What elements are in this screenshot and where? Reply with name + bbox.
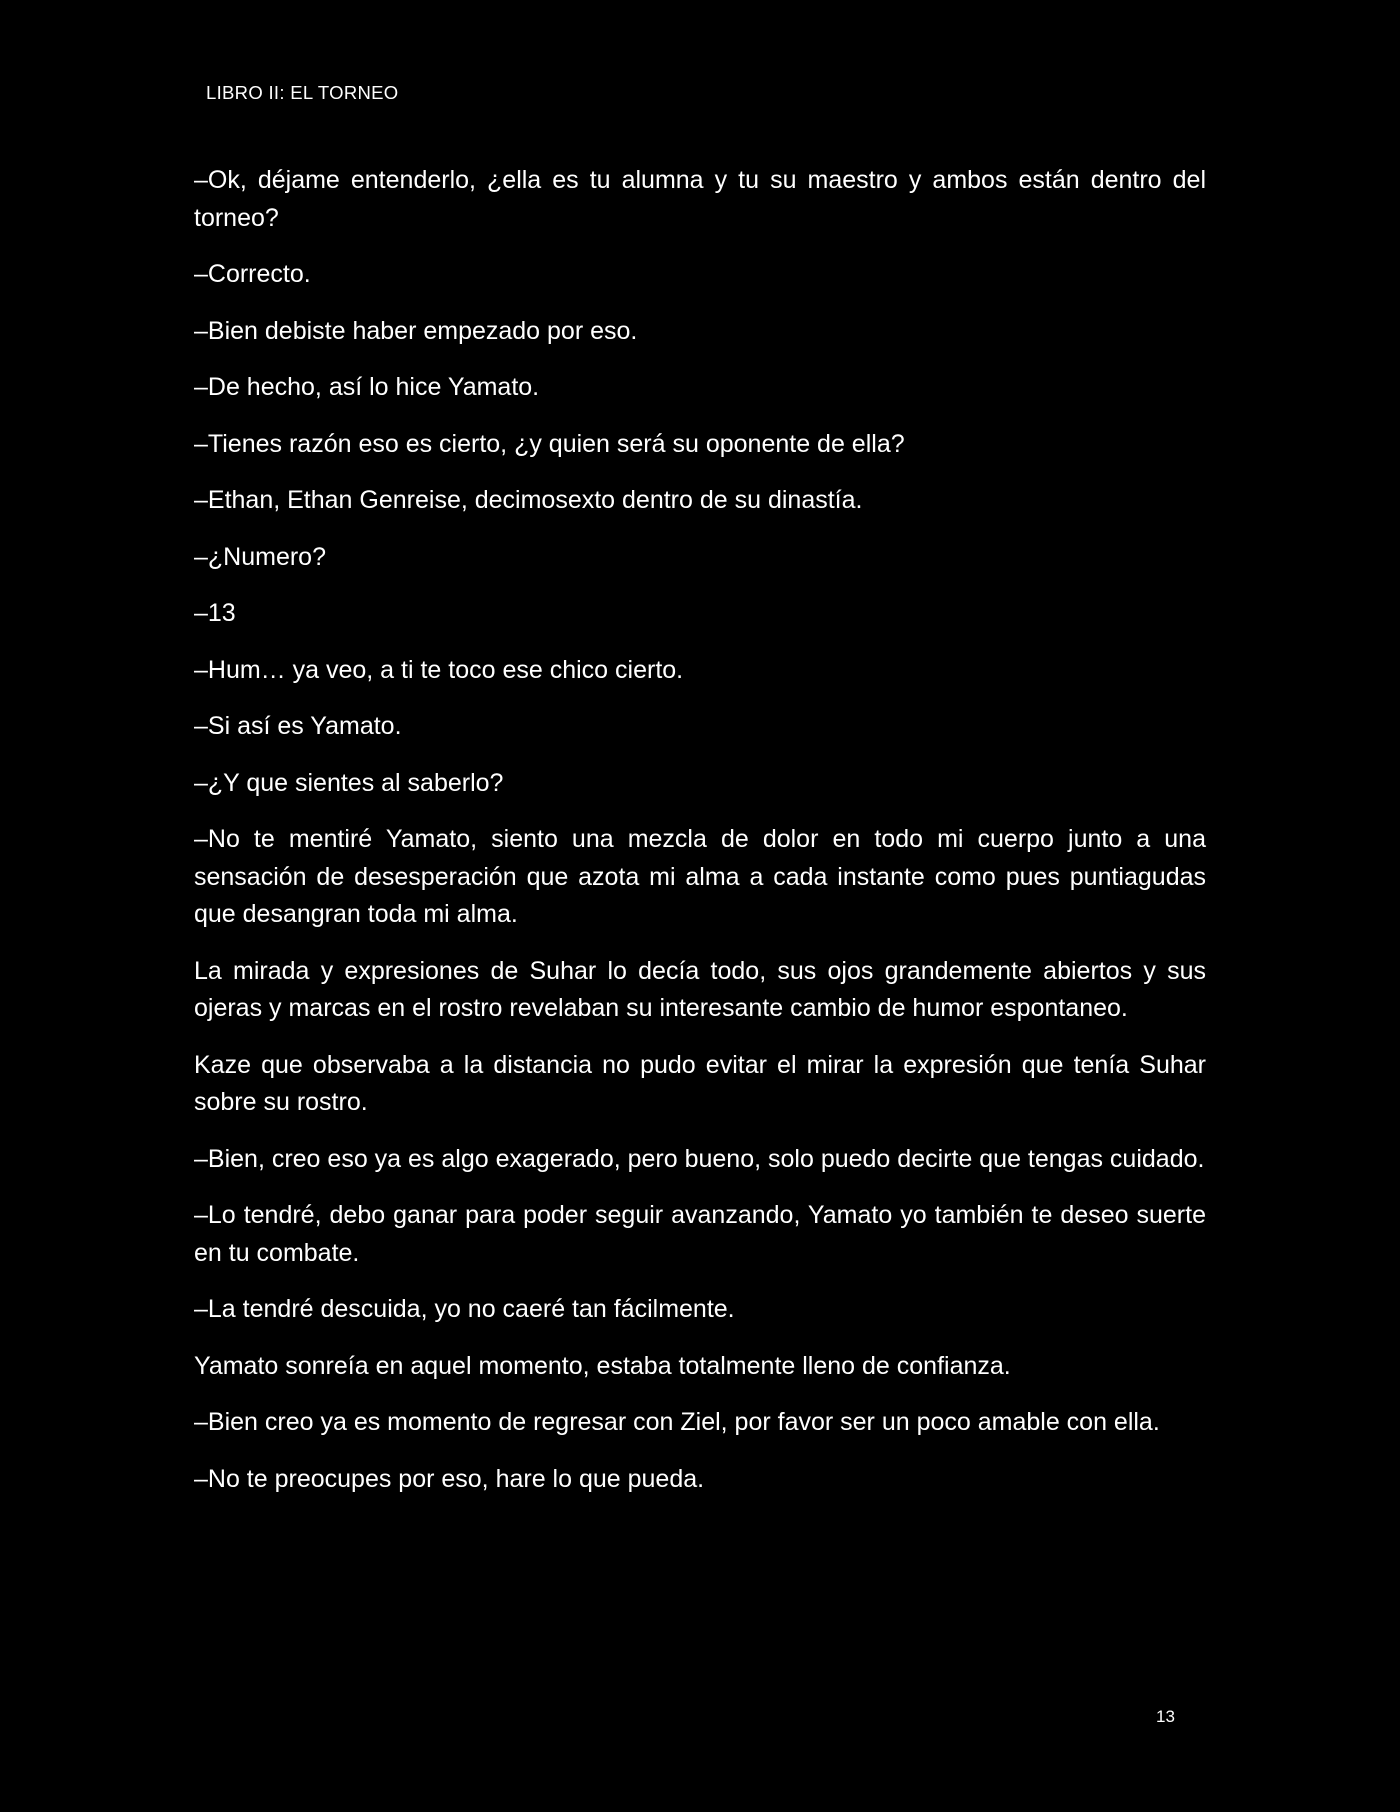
paragraph: –¿Numero? xyxy=(194,542,326,571)
paragraph: –La tendré descuida, yo no caeré tan fácilmente. xyxy=(194,1295,735,1323)
paragraph: –No te preocupes por eso, hare lo que pueda. xyxy=(194,1464,705,1493)
page-number: 13 xyxy=(1156,1707,1175,1726)
paragraph: –Si así es Yamato. xyxy=(194,712,402,740)
page-body xyxy=(194,162,1206,1517)
paragraph: –Ok, déjame entenderlo, ¿ella es tu alumna y tu su maestro y ambos están dentro del torneo? xyxy=(194,166,1206,232)
running-header: LIBRO II: EL TORNEO xyxy=(206,82,399,103)
paragraph: –Tienes razón eso es cierto, ¿y quien será su oponente de ella? xyxy=(194,429,905,458)
paragraph: –Bien debiste haber empezado por eso. xyxy=(194,316,638,345)
paragraph: –De hecho, así lo hice Yamato. xyxy=(194,373,540,401)
paragraph: –Bien creo ya es momento de regresar con Ziel, por favor ser un poco amable con ella. xyxy=(194,1408,1160,1436)
paragraph: –Lo tendré, debo ganar para poder seguir avanzando, Yamato yo también te deseo suerte en tu combate. xyxy=(194,1201,1206,1267)
paragraph: –Hum… ya veo, a ti te toco ese chico cierto. xyxy=(194,655,684,684)
paragraph: La mirada y expresiones de Suhar lo decía todo, sus ojos grandemente abiertos y sus ojeras y marcas en el rostro revelaban su interesante cambio de humor espontaneo. xyxy=(194,956,1206,1022)
paragraph: Yamato sonreía en aquel momento, estaba totalmente lleno de confianza. xyxy=(194,1351,1011,1380)
paragraph: Kaze que observaba a la distancia no pudo evitar el mirar la expresión que tenía Suhar sobre su rostro. xyxy=(194,1050,1206,1116)
paragraph: –Bien, creo eso ya es algo exagerado, pero bueno, solo puedo decirte que tengas cuidado. xyxy=(194,1144,1205,1173)
paragraph: –Correcto. xyxy=(194,260,311,288)
paragraph: –No te mentiré Yamato, siento una mezcla de dolor en todo mi cuerpo junto a una sensación de desesperación que azota mi alma a cada instante como pues puntiagudas que desangran toda mi alma. xyxy=(194,825,1206,928)
paragraph: –Ethan, Ethan Genreise, decimosexto dentro de su dinastía. xyxy=(194,486,863,514)
paragraph: –13 xyxy=(194,599,236,627)
paragraph: –¿Y que sientes al saberlo? xyxy=(194,768,504,797)
